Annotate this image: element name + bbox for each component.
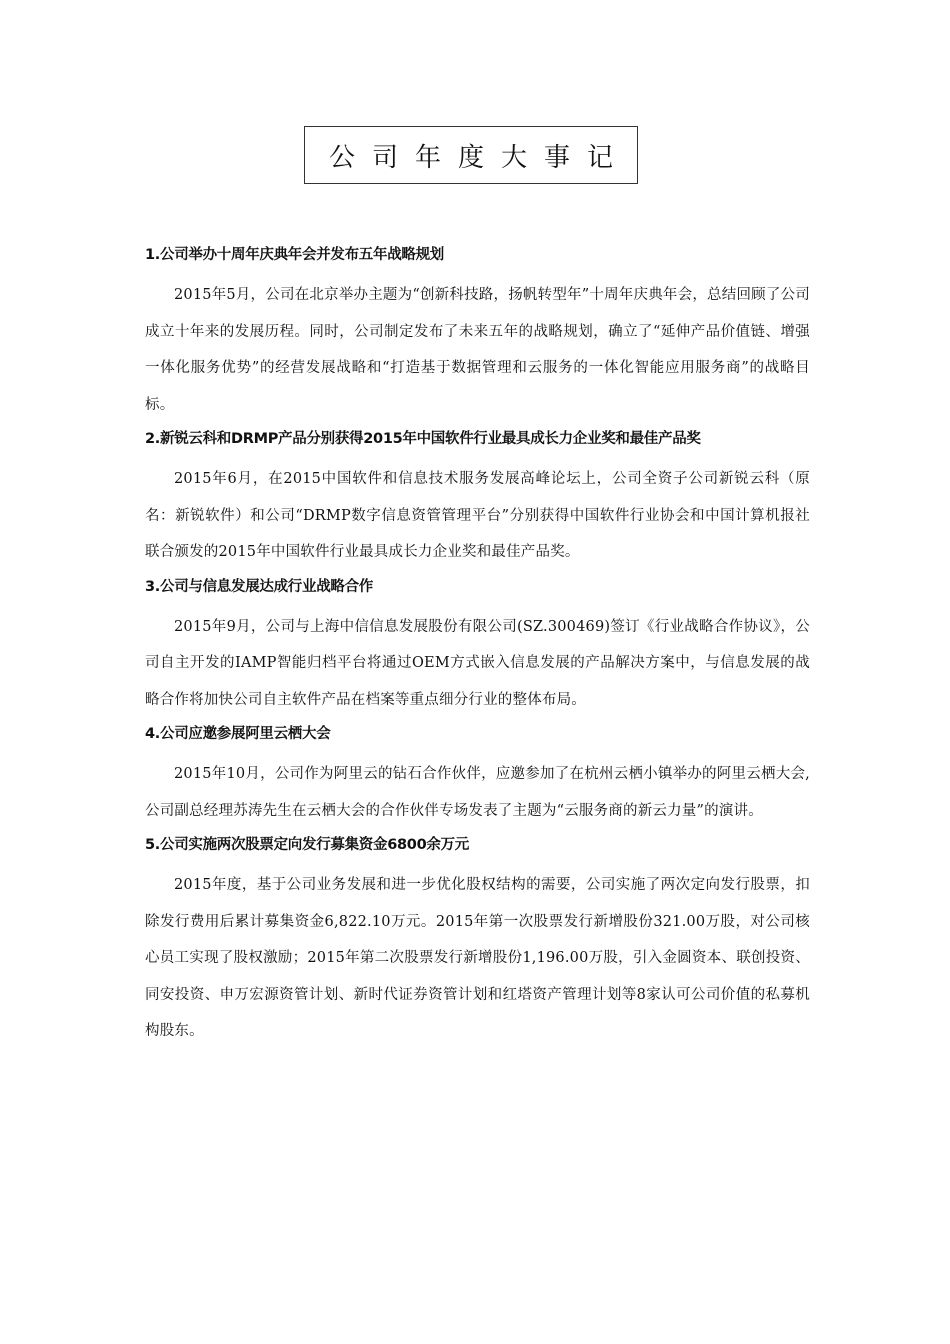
- section-heading: 3.公司与信息发展达成行业战略合作: [145, 578, 373, 595]
- section-heading: 1.公司举办十周年庆典年会并发布五年战略规划: [145, 247, 444, 263]
- section-body: 2015年10月，公司作为阿里云的钻石合作伙伴，应邀参加了在杭州云栖小镇举办的阿里云栖大会,公司副总经理苏涛先生在云栖大会的合作伙伴专场发表了主题为“云服务商的新云力量”的演讲。: [145, 766, 810, 819]
- event-section-2: [145, 427, 810, 571]
- section-heading: 4.公司应邀参展阿里云栖大会: [145, 726, 331, 742]
- section-body: 2015年9月，公司与上海中信信息发展股份有限公司(SZ.300469)签订《行业战略合作协议》，公司自主开发的IAMP智能归档平台将通过OEM方式嵌入信息发展的产品解决方案中，与信息发展的战略合作将加快公司自主软件产品在档案等重点细分行业的整体布局。: [145, 618, 810, 708]
- title-box: [304, 126, 638, 184]
- section-heading: 2.新锐云科和DRMP产品分别获得2015年中国软件行业最具成长力企业奖和最佳产品奖: [145, 431, 701, 447]
- event-section-1: [145, 243, 810, 423]
- page-title: 公司年度大事记: [328, 142, 630, 173]
- document-content: [145, 243, 810, 1054]
- section-body: 2015年度，基于公司业务发展和进一步优化股权结构的需要，公司实施了两次定向发行股票，扣除发行费用后累计募集资金6,822.10万元。2015年第一次股票发行新增股份321.00万股，对公司核心员工实现了股权激励；2015年第二次股票发行新增股份1,196.00万股，引入金圆资本、联创投资、同安投资、申万宏源资管计划、新时代证券资管计划和红塔资产管理计划等8家认可公司价值的私募机构股东。: [145, 877, 810, 1039]
- event-section-5: [145, 833, 810, 1050]
- event-section-4: [145, 722, 810, 829]
- event-section-3: [145, 575, 810, 719]
- section-heading: 5.公司实施两次股票定向发行募集资金6800余万元: [145, 837, 469, 853]
- section-body: 2015年6月，在2015中国软件和信息技术服务发展高峰论坛上，公司全资子公司新锐云科（原名：新锐软件）和公司“DRMP数字信息资管管理平台”分别获得中国软件行业协会和中国计算机报社联合颁发的2015年中国软件行业最具成长力企业奖和最佳产品奖。: [145, 471, 810, 560]
- section-body: 2015年5月，公司在北京举办主题为“创新科技路，扬帆转型年”十周年庆典年会，总结回顾了公司成立十年来的发展历程。同时，公司制定发布了未来五年的战略规划，确立了“延伸产品价值链、增强一体化服务优势”的经营发展战略和“打造基于数据管理和云服务的一体化智能应用服务商”的战略目标。: [145, 287, 810, 413]
